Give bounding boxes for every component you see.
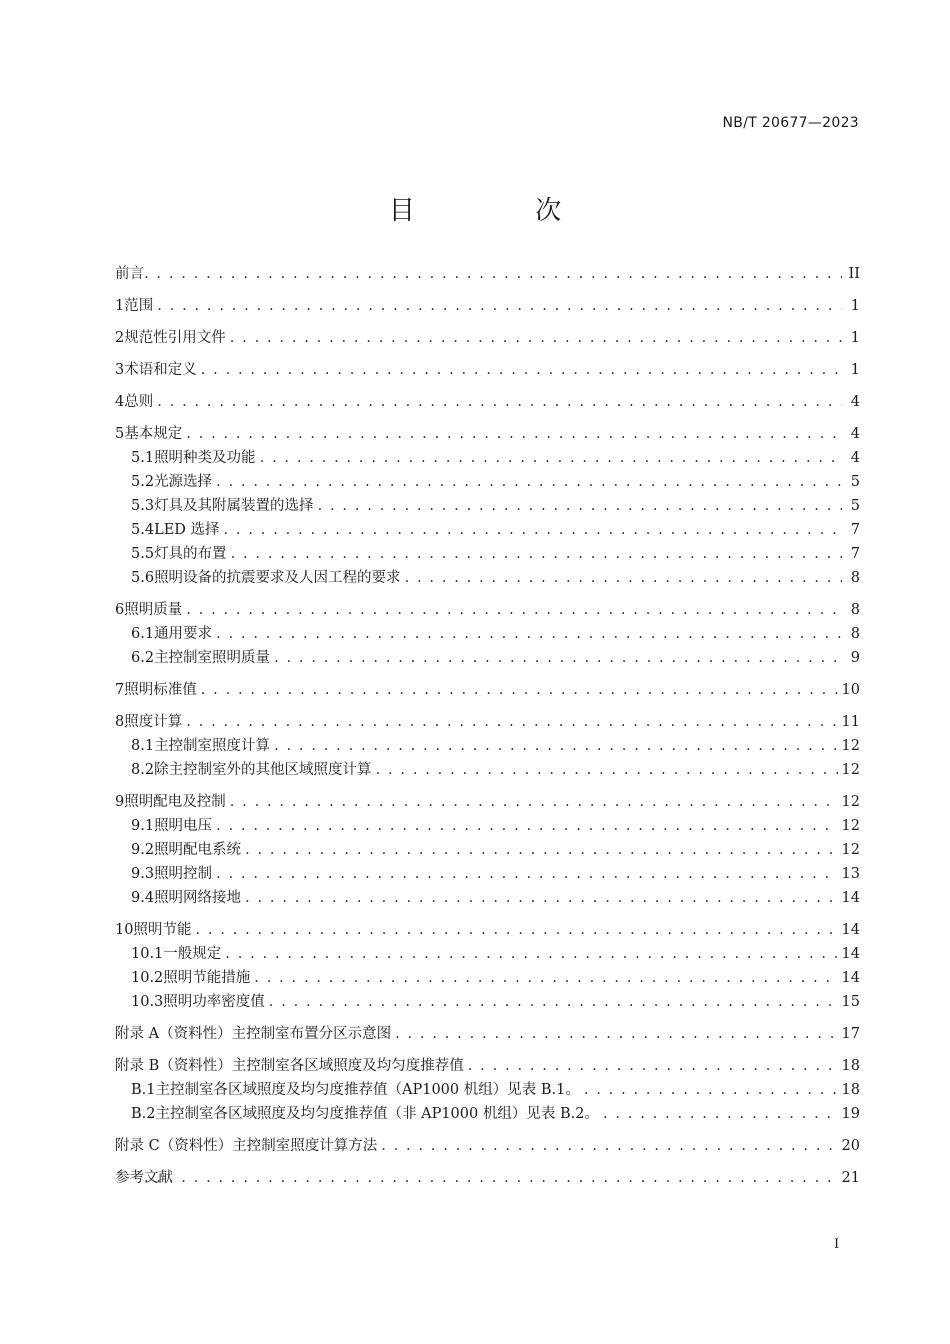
toc-entry[interactable] xyxy=(115,390,860,414)
toc-entry-number: B.2 xyxy=(131,1106,156,1122)
toc-entry-number: 附录 C（资料性） xyxy=(115,1138,233,1154)
toc-entry-title: 主控制室各区域照度及均匀度推荐值（非 AP1000 机组）见表 B.2。 xyxy=(155,1106,599,1122)
toc-entry-page: 14 xyxy=(841,946,860,962)
toc-entry-title: 主控制室照度计算方法 xyxy=(232,1138,378,1154)
toc-leader-dots xyxy=(201,678,838,702)
toc-entry-number: 8 xyxy=(115,714,125,730)
toc-entry[interactable] xyxy=(115,446,860,470)
toc-entry-page: 14 xyxy=(841,890,860,906)
toc-entry[interactable] xyxy=(115,542,860,566)
toc-entry-number: 10.1 xyxy=(131,946,164,962)
toc-entry-page: 10 xyxy=(841,682,860,698)
toc-entry-page: 13 xyxy=(841,866,860,882)
toc-entry-page: 1 xyxy=(850,362,860,378)
toc-entry-page: 8 xyxy=(850,570,860,586)
toc-entry-title: 照明配电及控制 xyxy=(124,794,226,810)
toc-entry-page: 4 xyxy=(850,394,860,410)
toc-entry-title: 规范性引用文件 xyxy=(124,330,226,346)
toc-entry-title: 主控制室各区域照度及均匀度推荐值 xyxy=(231,1058,464,1074)
toc-entry-number: 5.3 xyxy=(131,498,155,514)
page-number: I xyxy=(834,1237,840,1252)
toc-entry-number: B.1 xyxy=(131,1082,156,1098)
toc-entry[interactable] xyxy=(115,494,860,518)
toc-entry[interactable] xyxy=(115,598,860,622)
toc-entry-page: 1 xyxy=(850,298,860,314)
toc-entry-page: 1 xyxy=(850,330,860,346)
toc-entry[interactable] xyxy=(115,326,860,350)
toc-entry[interactable] xyxy=(115,734,860,758)
toc-entry-number: 9.1 xyxy=(131,818,155,834)
toc-entry[interactable] xyxy=(115,518,860,542)
standard-code: NB/T 20677—2023 xyxy=(722,115,859,131)
toc-entry[interactable] xyxy=(115,422,860,446)
toc-entry-title: 灯具的布置 xyxy=(154,546,227,562)
toc-entry[interactable] xyxy=(115,1166,860,1190)
toc-entry[interactable] xyxy=(115,646,860,670)
toc-leader-dots xyxy=(225,942,837,966)
toc-entry[interactable] xyxy=(115,294,860,318)
toc-leader-dots xyxy=(231,542,842,566)
table-of-contents xyxy=(115,262,860,1190)
toc-entry-title: 照明质量 xyxy=(124,602,183,618)
toc-entry-page: 12 xyxy=(841,738,860,754)
toc-entry[interactable] xyxy=(115,1102,860,1126)
toc-leader-dots xyxy=(584,1078,838,1102)
toc-entry-number: 4 xyxy=(115,394,125,410)
toc-entry-number: 5.2 xyxy=(131,474,155,490)
toc-entry-title: 通用要求 xyxy=(154,626,213,642)
toc-entry-number: 9.3 xyxy=(131,866,155,882)
toc-entry-number: 10.2 xyxy=(131,970,164,986)
toc-entry-page: 17 xyxy=(841,1026,860,1042)
toc-entry-number: 附录 A（资料性） xyxy=(115,1026,232,1042)
toc-entry[interactable] xyxy=(115,886,860,910)
toc-entry[interactable] xyxy=(115,566,860,590)
toc-entry-title: 主控制室照度计算 xyxy=(154,738,271,754)
toc-entry-number: 5.6 xyxy=(131,570,155,586)
toc-entry-number: 附录 B（资料性） xyxy=(115,1058,232,1074)
toc-leader-dots xyxy=(186,710,837,734)
toc-entry-title: 照明控制 xyxy=(154,866,213,882)
toc-entry-page: 12 xyxy=(841,818,860,834)
toc-entry-page: 18 xyxy=(841,1082,860,1098)
toc-entry-page: 14 xyxy=(841,970,860,986)
toc-leader-dots xyxy=(405,566,842,590)
toc-entry[interactable] xyxy=(115,1022,860,1046)
toc-entry-page: 12 xyxy=(841,842,860,858)
toc-entry[interactable] xyxy=(115,918,860,942)
toc-entry[interactable] xyxy=(115,814,860,838)
toc-entry-title: 主控制室布置分区示意图 xyxy=(231,1026,392,1042)
toc-entry-page: 4 xyxy=(850,450,860,466)
toc-entry-title: 主控制室照明质量 xyxy=(154,650,271,666)
toc-entry-title: 照明设备的抗震要求及人因工程的要求 xyxy=(154,570,401,586)
toc-leader-dots xyxy=(376,758,838,782)
toc-entry-number: 8.1 xyxy=(131,738,155,754)
toc-entry-number: 6.1 xyxy=(131,626,155,642)
toc-entry[interactable] xyxy=(115,862,860,886)
toc-entry[interactable] xyxy=(115,470,860,494)
toc-leader-dots xyxy=(157,390,842,414)
toc-entry[interactable] xyxy=(115,790,860,814)
toc-entry[interactable] xyxy=(115,758,860,782)
toc-entry[interactable] xyxy=(115,358,860,382)
toc-leader-dots xyxy=(381,1134,837,1158)
toc-entry-number: 5.5 xyxy=(131,546,155,562)
toc-leader-dots xyxy=(157,294,842,318)
toc-entry-page: 5 xyxy=(850,474,860,490)
toc-entry[interactable] xyxy=(115,262,860,286)
toc-entry-number: 6.2 xyxy=(131,650,155,666)
toc-leader-dots xyxy=(144,262,842,286)
toc-entry-page: 14 xyxy=(841,922,860,938)
toc-entry-page: 4 xyxy=(850,426,860,442)
toc-entry-page: II xyxy=(848,266,860,282)
toc-leader-dots xyxy=(224,518,842,542)
toc-leader-dots xyxy=(245,886,837,910)
toc-leader-dots xyxy=(269,990,838,1014)
toc-entry[interactable] xyxy=(115,990,860,1014)
toc-entry-page: 19 xyxy=(841,1106,860,1122)
toc-entry-page: 12 xyxy=(841,794,860,810)
toc-entry[interactable] xyxy=(115,1134,860,1158)
toc-entry-title: 基本规定 xyxy=(124,426,183,442)
toc-entry-page: 8 xyxy=(850,626,860,642)
toc-entry[interactable] xyxy=(115,838,860,862)
toc-entry-title: 照明节能 xyxy=(133,922,192,938)
toc-entry-title: 光源选择 xyxy=(154,474,213,490)
toc-entry-page: 12 xyxy=(841,762,860,778)
toc-leader-dots xyxy=(186,422,842,446)
toc-entry-number: 5 xyxy=(115,426,125,442)
toc-leader-dots xyxy=(230,326,842,350)
toc-entry-number: 2 xyxy=(115,330,125,346)
toc-entry-page: 15 xyxy=(841,994,860,1010)
toc-entry-title: 照明配电系统 xyxy=(154,842,242,858)
toc-entry-title: 总则 xyxy=(124,394,154,410)
toc-entry-page: 20 xyxy=(841,1138,860,1154)
toc-entry-number: 9.2 xyxy=(131,842,155,858)
toc-entry-title: 主控制室各区域照度及均匀度推荐值（AP1000 机组）见表 B.1。 xyxy=(155,1082,580,1098)
toc-leader-dots xyxy=(230,790,838,814)
toc-entry-title: 除主控制室外的其他区域照度计算 xyxy=(154,762,372,778)
toc-entry-page: 18 xyxy=(841,1058,860,1074)
toc-entry-number: 9 xyxy=(115,794,125,810)
toc-entry-title: 照明标准值 xyxy=(124,682,197,698)
toc-leader-dots xyxy=(260,446,842,470)
toc-leader-dots xyxy=(216,622,842,646)
toc-entry-page: 9 xyxy=(850,650,860,666)
toc-entry-number: 前言 xyxy=(115,266,144,282)
toc-leader-dots xyxy=(274,734,837,758)
toc-leader-dots xyxy=(318,494,842,518)
page-title: 目 次 xyxy=(388,196,618,226)
toc-entry[interactable] xyxy=(115,1078,860,1102)
toc-entry-number: 9.4 xyxy=(131,890,155,906)
toc-entry-title: 一般规定 xyxy=(163,946,222,962)
toc-leader-dots xyxy=(186,598,842,622)
toc-entry[interactable] xyxy=(115,622,860,646)
toc-entry-title: 照度计算 xyxy=(124,714,183,730)
toc-leader-dots xyxy=(195,918,837,942)
toc-entry-page: 11 xyxy=(841,714,860,730)
toc-leader-dots xyxy=(201,358,842,382)
toc-entry-number: 6 xyxy=(115,602,125,618)
toc-entry-title: 照明种类及功能 xyxy=(154,450,256,466)
toc-leader-dots xyxy=(216,470,842,494)
toc-entry[interactable] xyxy=(115,966,860,990)
toc-entry-number: 10 xyxy=(115,922,134,938)
toc-entry-page: 7 xyxy=(850,522,860,538)
toc-leader-dots xyxy=(468,1054,838,1078)
toc-entry-number: 5.4 xyxy=(131,522,155,538)
toc-entry-number: 参考文献 xyxy=(115,1170,173,1186)
toc-entry-title: 范围 xyxy=(124,298,154,314)
toc-leader-dots xyxy=(603,1102,838,1126)
toc-entry-number: 10.3 xyxy=(131,994,164,1010)
toc-entry-page: 7 xyxy=(850,546,860,562)
toc-entry-page: 8 xyxy=(850,602,860,618)
toc-entry-number: 5.1 xyxy=(131,450,155,466)
toc-leader-dots xyxy=(245,838,837,862)
toc-entry-number: 8.2 xyxy=(131,762,155,778)
toc-entry-title: 照明节能措施 xyxy=(163,970,251,986)
toc-entry-title: 照明电压 xyxy=(154,818,213,834)
toc-leader-dots xyxy=(216,862,837,886)
toc-leader-dots xyxy=(216,814,837,838)
toc-entry[interactable] xyxy=(115,1054,860,1078)
toc-leader-dots xyxy=(395,1022,837,1046)
toc-entry-number: 7 xyxy=(115,682,125,698)
toc-leader-dots xyxy=(254,966,837,990)
toc-entry[interactable] xyxy=(115,942,860,966)
toc-entry[interactable] xyxy=(115,678,860,702)
toc-entry-title: 照明网络接地 xyxy=(154,890,242,906)
toc-entry[interactable] xyxy=(115,710,860,734)
toc-entry-number: 3 xyxy=(115,362,125,378)
toc-leader-dots xyxy=(274,646,842,670)
toc-entry-title: 灯具及其附属装置的选择 xyxy=(154,498,314,514)
toc-leader-dots xyxy=(144,1166,838,1190)
toc-entry-page: 21 xyxy=(841,1170,860,1186)
toc-entry-title: 术语和定义 xyxy=(124,362,197,378)
toc-entry-title: 照明功率密度值 xyxy=(163,994,265,1010)
toc-entry-page: 5 xyxy=(850,498,860,514)
toc-entry-number: 1 xyxy=(115,298,125,314)
toc-entry-title: LED 选择 xyxy=(154,522,220,538)
